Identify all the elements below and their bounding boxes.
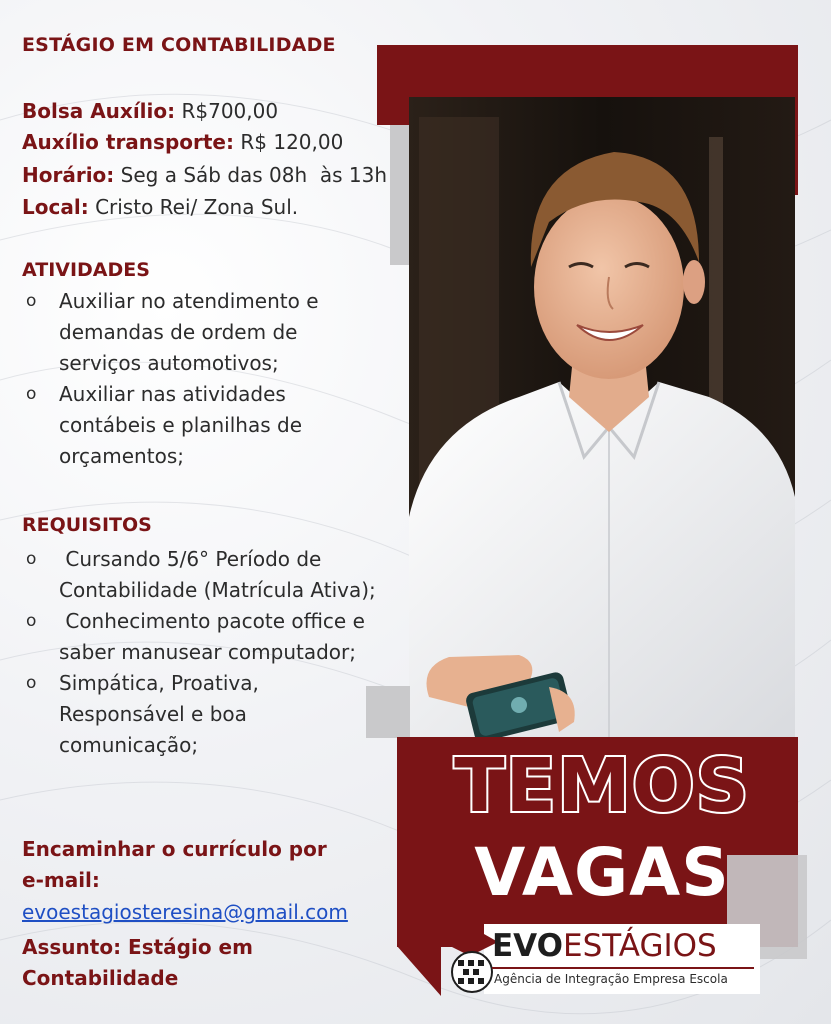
bolsa-value: R$700,00 — [181, 99, 279, 123]
subject-block — [22, 932, 402, 994]
job-title: ESTÁGIO EM CONTABILIDADE — [22, 34, 336, 56]
bullet-icon: o — [26, 611, 37, 631]
local-line — [22, 194, 422, 220]
list-item — [22, 286, 359, 379]
local-label: Local: — [22, 195, 89, 219]
logo-divider — [492, 967, 754, 969]
list-item — [22, 379, 359, 472]
list-item-text: Cursando 5/6° Período de Contabilidade (Matrícula Ativa); — [59, 547, 376, 602]
contact-instruction — [22, 834, 402, 896]
horario-value: Seg a Sáb das 08h às 13h — [120, 163, 388, 187]
list-item — [22, 606, 419, 668]
subject-line2: Contabilidade — [22, 966, 179, 990]
logo-wordmark — [492, 928, 717, 964]
evo-estagios-logo — [440, 920, 762, 994]
logo-evo: EVO — [492, 928, 563, 964]
logo-tagline: Agência de Integração Empresa Escola — [494, 972, 728, 986]
bolsa-line — [22, 98, 422, 124]
photo-smiling-man-with-phone — [409, 97, 795, 737]
graduation-cap-globe-icon — [440, 920, 500, 994]
email-link[interactable]: evoestagiosteresina@gmail.com — [22, 900, 348, 924]
grey-accent-block-2 — [366, 686, 410, 738]
banner-vagas: VAGAS — [474, 834, 730, 911]
subject-line1: Assunto: Estágio em — [22, 935, 253, 959]
transporte-line — [22, 129, 422, 155]
list-item — [22, 668, 319, 761]
bullet-icon: o — [26, 673, 37, 693]
banner-temos: TEMOS — [454, 743, 750, 829]
contact-line1: Encaminhar o currículo por — [22, 837, 327, 861]
atividades-list — [22, 286, 402, 472]
horario-label: Horário: — [22, 163, 115, 187]
bullet-icon: o — [26, 291, 37, 311]
contact-line2: e-mail: — [22, 868, 100, 892]
bullet-icon: o — [26, 384, 37, 404]
requisitos-heading: REQUISITOS — [22, 514, 152, 536]
maroon-frame-top — [377, 45, 798, 97]
requisitos-list — [22, 544, 402, 761]
list-item — [22, 544, 389, 606]
transporte-label: Auxílio transporte: — [22, 130, 234, 154]
list-item-text: Auxiliar no atendimento e demandas de ordem de serviços automotivos; — [59, 289, 319, 375]
atividades-heading: ATIVIDADES — [22, 259, 150, 281]
list-item-text: Conhecimento pacote office e saber manusear computador; — [59, 609, 372, 664]
bolsa-label: Bolsa Auxílio: — [22, 99, 176, 123]
bullet-icon: o — [26, 549, 37, 569]
list-item-text: Auxiliar nas atividades contábeis e planilhas de orçamentos; — [59, 382, 303, 468]
logo-estagios: ESTÁGIOS — [562, 928, 717, 964]
banner-tail — [397, 946, 441, 996]
horario-line — [22, 162, 422, 188]
list-item-text: Simpática, Proativa, Responsável e boa comunicação; — [59, 671, 259, 757]
photo-illustration — [409, 97, 795, 737]
transporte-value: R$ 120,00 — [240, 130, 344, 154]
maroon-frame-left — [377, 45, 409, 125]
local-value: Cristo Rei/ Zona Sul. — [95, 195, 299, 219]
